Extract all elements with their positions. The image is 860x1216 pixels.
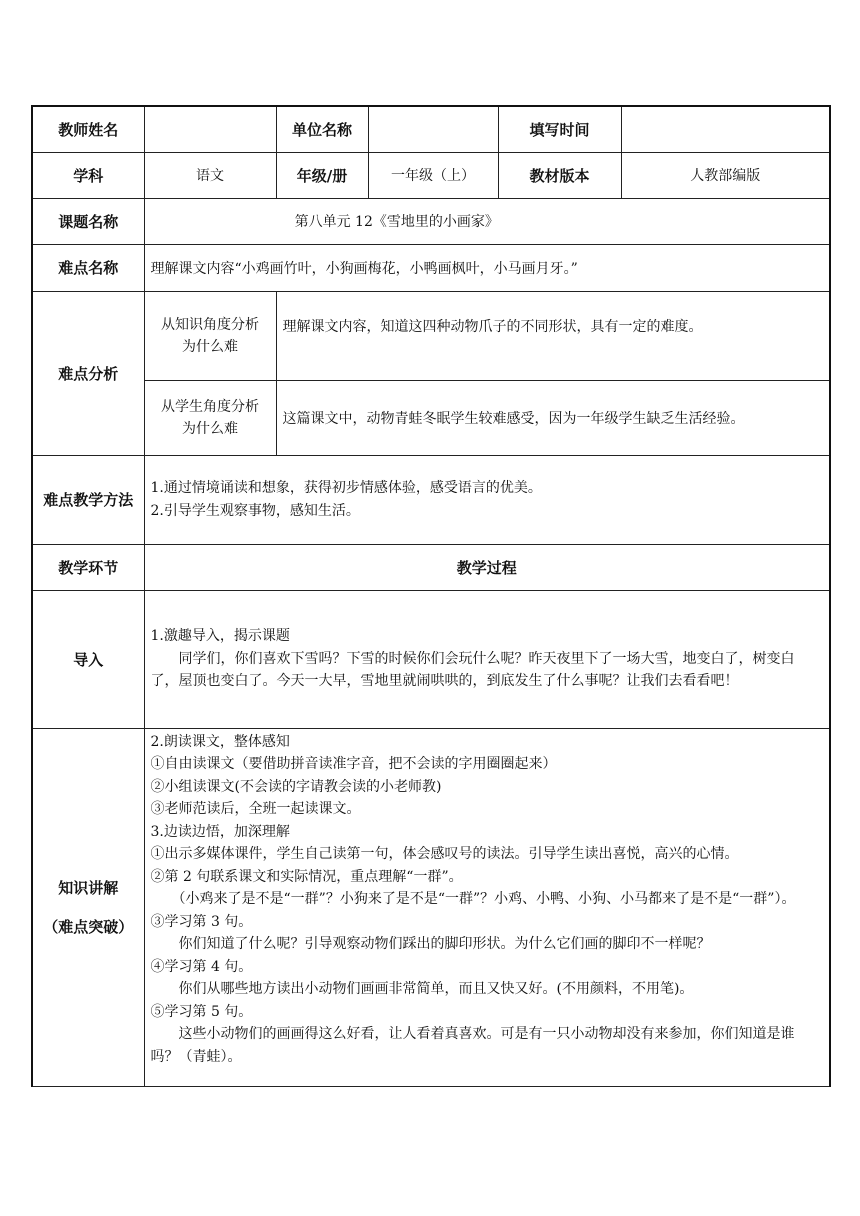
stage-header: 教学环节 [32, 544, 144, 590]
student-angle-value: 这篇课文中，动物青蛙冬眠学生较难感受，因为一年级学生缺乏生活经验。 [276, 380, 830, 455]
knowledge-angle-line1: 从知识角度分析 [161, 316, 259, 333]
knowledge-line-4: ③老师范读后，全班一起读课文。 [150, 801, 361, 817]
knowledge-row [32, 728, 830, 1086]
knowledge-label-line2: （难点突破） [43, 918, 134, 936]
fill-date-value [621, 106, 830, 152]
intro-label: 导入 [32, 590, 144, 728]
intro-line-1: 1.激趣导入，揭示课题 [150, 628, 290, 645]
knowledge-label [32, 728, 144, 1086]
unit-name-label: 单位名称 [276, 106, 368, 152]
fill-date-label: 填写时间 [498, 106, 621, 152]
knowledge-line-10: 你们知道了什么呢？引导观察动物们踩出的脚印形状。为什么它们画的脚印不一样呢？ [178, 936, 711, 952]
knowledge-line-8: （小鸡来了是不是“一群”？小狗来了是不是“一群”？小鸡、小鸭、小狗、小马都来了是不是“一群”）。 [171, 891, 796, 907]
knowledge-angle-line2: 为什么难 [182, 338, 238, 355]
process-header: 教学过程 [144, 544, 830, 590]
knowledge-line-13: ⑤学习第 5 句。 [150, 1003, 253, 1020]
lesson-title-row [32, 198, 830, 244]
knowledge-angle-value: 理解课文内容，知道这四种动物爪子的不同形状，具有一定的难度。 [276, 291, 830, 380]
method-content [144, 455, 830, 544]
knowledge-line-3: ②小组读课文(不会读的字请教会读的小老师教) [150, 778, 442, 795]
knowledge-line-6: ①出示多媒体课件，学生自己读第一句，体会感叹号的读法。引导学生读出喜悦，高兴的心情。 [150, 846, 739, 862]
lesson-plan-table [31, 105, 831, 1087]
subject-label: 学科 [32, 152, 144, 198]
student-angle-label [144, 380, 276, 455]
knowledge-label-line1: 知识讲解 [58, 879, 119, 897]
teacher-name-label: 教师姓名 [32, 106, 144, 152]
process-header-row [32, 544, 830, 590]
method-row [32, 455, 830, 544]
grade-value: 一年级（上） [368, 152, 498, 198]
difficulty-row [32, 244, 830, 291]
subject-row [32, 152, 830, 198]
intro-row [32, 590, 830, 728]
knowledge-angle-label [144, 291, 276, 380]
lesson-title-value: 第八单元 12《雪地里的小画家》 [144, 198, 830, 244]
student-angle-line2: 为什么难 [182, 420, 238, 437]
analysis-label: 难点分析 [32, 291, 144, 455]
knowledge-line-1: 2.朗读课文，整体感知 [150, 733, 290, 750]
method-line-2: 2.引导学生观察事物，感知生活。 [150, 502, 360, 519]
analysis-student-row [32, 380, 830, 455]
unit-name-value [368, 106, 498, 152]
method-label: 难点教学方法 [32, 455, 144, 544]
edition-label: 教材版本 [498, 152, 621, 198]
method-line-1: 1.通过情境诵读和想象，获得初步情感体验，感受语言的优美。 [150, 480, 542, 496]
lesson-title-label: 课题名称 [32, 198, 144, 244]
knowledge-content [144, 728, 830, 1086]
teacher-name-value [144, 106, 276, 152]
subject-value: 语文 [144, 152, 276, 198]
knowledge-line-12: 你们从哪些地方读出小动物们画画非常简单，而且又快又好。(不用颜料，不用笔)。 [178, 981, 694, 997]
grade-label: 年级/册 [276, 152, 368, 198]
difficulty-value: 理解课文内容“小鸡画竹叶，小狗画梅花，小鸭画枫叶，小马画月牙。” [144, 244, 830, 291]
intro-content [144, 590, 830, 728]
knowledge-line-14: 这些小动物们的画画得这么好看，让人看着真喜欢。可是有一只小动物却没有来参加，你们知道是谁吗？（青蛙）。 [150, 1026, 795, 1065]
intro-paragraph: 同学们，你们喜欢下雪吗？下雪的时候你们会玩什么呢？昨天夜里下了一场大雪，地变白了，树变白了，屋顶也变白了。今天一大早，雪地里就闹哄哄的，到底发生了什么事呢？让我们去看看吧！ [150, 650, 795, 690]
analysis-knowledge-row [32, 291, 830, 380]
header-row [32, 106, 830, 152]
knowledge-line-7: ②第 2 句联系课文和实际情况，重点理解“一群”。 [150, 868, 463, 885]
knowledge-line-2: ①自由读课文（要借助拼音读准字音，把不会读的字用圈圈起来） [150, 756, 557, 772]
student-angle-line1: 从学生角度分析 [161, 398, 259, 415]
edition-value: 人教部编版 [621, 152, 830, 198]
knowledge-line-11: ④学习第 4 句。 [150, 958, 253, 975]
knowledge-line-5: 3.边读边悟，加深理解 [150, 823, 290, 840]
knowledge-line-9: ③学习第 3 句。 [150, 913, 253, 930]
difficulty-label: 难点名称 [32, 244, 144, 291]
